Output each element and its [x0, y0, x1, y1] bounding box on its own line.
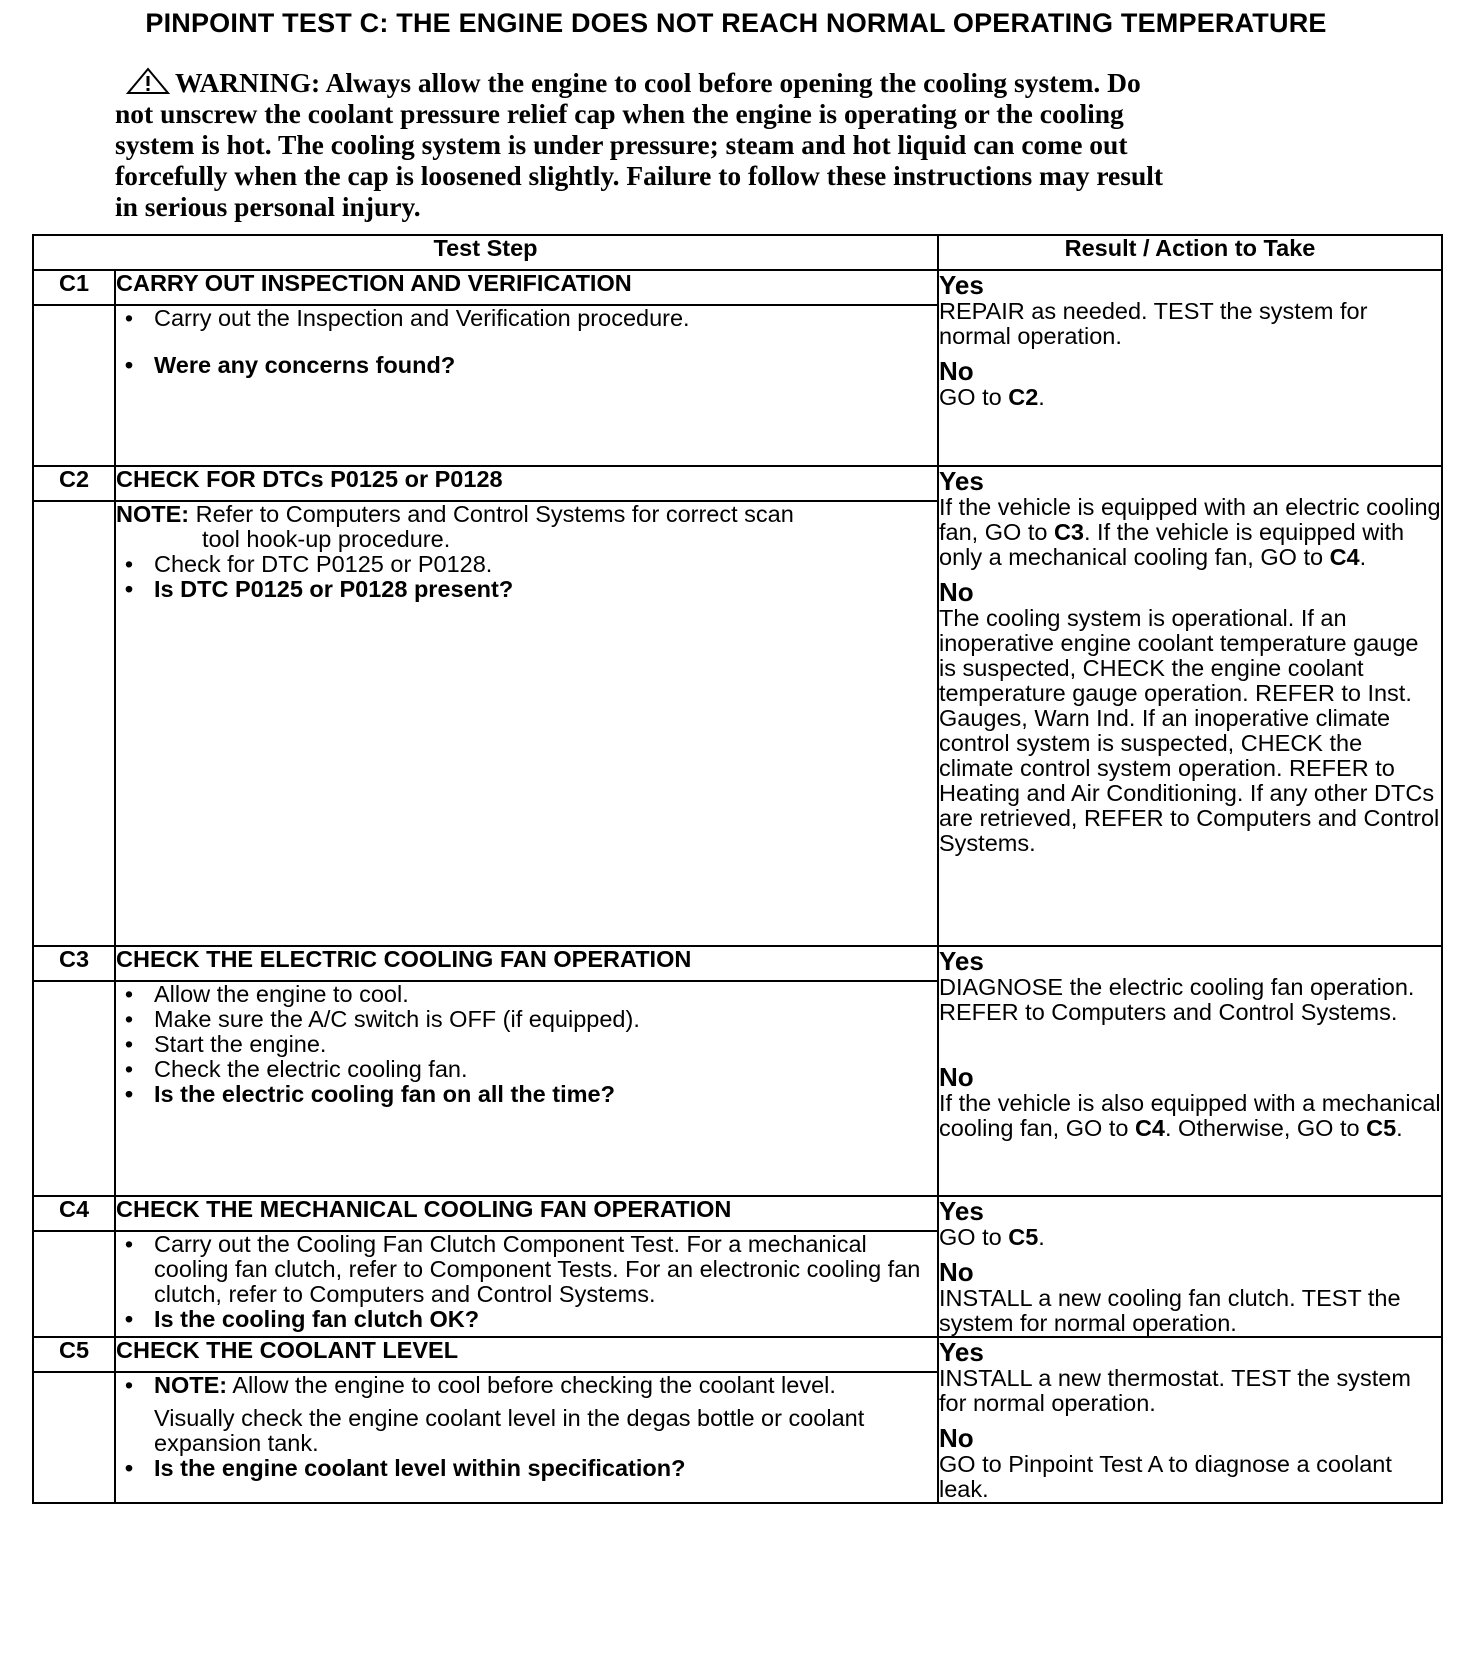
table-row — [33, 1196, 1442, 1231]
step-title: CHECK FOR DTCs P0125 or P0128 — [115, 466, 938, 501]
no-action: If the vehicle is also equipped with a mechanical cooling fan, GO to C4. Otherwise, GO to C5. — [939, 1090, 1441, 1141]
step-result — [938, 1337, 1442, 1503]
yes-label: Yes — [939, 946, 984, 976]
yes-action: INSTALL a new thermostat. TEST the system for normal operation. — [939, 1365, 1411, 1416]
list-item: • Check the electric cooling fan. — [116, 1057, 937, 1082]
warning-triangle-icon — [125, 66, 171, 96]
no-action: INSTALL a new cooling fan clutch. TEST the system for normal operation. — [939, 1285, 1401, 1336]
no-label: No — [939, 1257, 974, 1287]
step-title: CHECK THE COOLANT LEVEL — [115, 1337, 938, 1372]
step-id: C2 — [33, 466, 115, 501]
step-note: NOTE: Refer to Computers and Control Systems for correct scan — [116, 501, 794, 527]
step-result — [938, 1196, 1442, 1337]
step-result — [938, 466, 1442, 946]
yes-label: Yes — [939, 1196, 984, 1226]
step-id: C5 — [33, 1337, 115, 1372]
warning-line: forcefully when the cap is loosened slightly. Failure to follow these instructions may result — [115, 160, 1164, 191]
warning-line: not unscrew the coolant pressure relief cap when the engine is operating or the cooling — [115, 98, 1124, 129]
page-title: PINPOINT TEST C: THE ENGINE DOES NOT REACH NORMAL OPERATING TEMPERATURE — [145, 8, 1327, 38]
step-question: • Is the electric cooling fan on all the time? — [116, 1082, 937, 1107]
step-question: • Were any concerns found? — [116, 353, 937, 378]
yes-action: GO to C5. — [939, 1224, 1045, 1250]
no-action: GO to C2. — [939, 384, 1045, 410]
list-item: • NOTE: Allow the engine to cool before checking the coolant level. — [116, 1373, 937, 1398]
table-row — [33, 1337, 1442, 1372]
step-content — [115, 305, 938, 466]
step-question: • Is the engine coolant level within specification? — [116, 1456, 937, 1481]
table-row — [33, 946, 1442, 981]
table-row — [33, 466, 1442, 501]
yes-label: Yes — [939, 466, 984, 496]
list-item: • Check for DTC P0125 or P0128. — [116, 552, 937, 577]
table-header-row — [33, 235, 1442, 270]
step-content — [115, 501, 938, 946]
list-item: • Carry out the Inspection and Verification procedure. — [116, 306, 937, 331]
yes-action: If the vehicle is equipped with an electric cooling fan, GO to C3. If the vehicle is equipped with only a mechanical cooling fan, GO to C4. — [939, 494, 1441, 570]
warning-line: WARNING: Always allow the engine to cool before opening the cooling system. Do — [115, 66, 1365, 98]
list-item: • Allow the engine to cool. — [116, 982, 937, 1007]
step-content — [115, 1372, 938, 1503]
yes-label: Yes — [939, 1337, 984, 1367]
step-content — [115, 981, 938, 1196]
step-id: C3 — [33, 946, 115, 981]
step-id: C4 — [33, 1196, 115, 1231]
warning-line: in serious personal injury. — [115, 191, 421, 222]
step-question: • Is the cooling fan clutch OK? — [116, 1307, 937, 1332]
step-result — [938, 270, 1442, 466]
no-label: No — [939, 577, 974, 607]
list-item: • Start the engine. — [116, 1032, 937, 1057]
yes-action: REPAIR as needed. TEST the system for normal operation. — [939, 298, 1368, 349]
test-step-header: Test Step — [33, 235, 938, 270]
table-row — [33, 270, 1442, 305]
result-header: Result / Action to Take — [938, 235, 1442, 270]
yes-action: DIAGNOSE the electric cooling fan operation. REFER to Computers and Control Systems. — [939, 974, 1415, 1025]
step-note-continuation: tool hook-up procedure. — [202, 526, 451, 552]
pinpoint-test-table — [32, 234, 1443, 1504]
step-title: CHECK THE ELECTRIC COOLING FAN OPERATION — [115, 946, 938, 981]
step-title: CHECK THE MECHANICAL COOLING FAN OPERATION — [115, 1196, 938, 1231]
no-label: No — [939, 356, 974, 386]
step-content — [115, 1231, 938, 1337]
step-question: • Is DTC P0125 or P0128 present? — [116, 577, 937, 602]
step-title: CARRY OUT INSPECTION AND VERIFICATION — [115, 270, 938, 305]
no-action: The cooling system is operational. If an inoperative engine coolant temperature gauge is suspected, CHECK the engine coolant temperature gauge operation. REFER to Inst. Gauges, Warn Ind. If an inoperative climate control system is suspected, CHECK the climate control system operation. REFER to Heating and Air Conditioning. If any other DTCs are retrieved, REFER to Computers and Control Systems. — [939, 605, 1440, 856]
list-item: • Make sure the A/C switch is OFF (if equipped). — [116, 1007, 937, 1032]
no-label: No — [939, 1423, 974, 1453]
no-action: GO to Pinpoint Test A to diagnose a coolant leak. — [939, 1451, 1392, 1502]
step-result — [938, 946, 1442, 1196]
warning-line: system is hot. The cooling system is under pressure; steam and hot liquid can come out — [115, 129, 1128, 160]
yes-label: Yes — [939, 270, 984, 300]
step-id: C1 — [33, 270, 115, 305]
no-label: No — [939, 1062, 974, 1092]
list-item: • Carry out the Cooling Fan Clutch Component Test. For a mechanical cooling fan clutch, refer to Component Tests. For an electronic cooling fan clutch, refer to Computers and Control Systems. — [116, 1232, 937, 1307]
warning-block — [115, 66, 1365, 222]
list-item-continuation: Visually check the engine coolant level in the degas bottle or coolant expansion tank. — [154, 1405, 865, 1456]
